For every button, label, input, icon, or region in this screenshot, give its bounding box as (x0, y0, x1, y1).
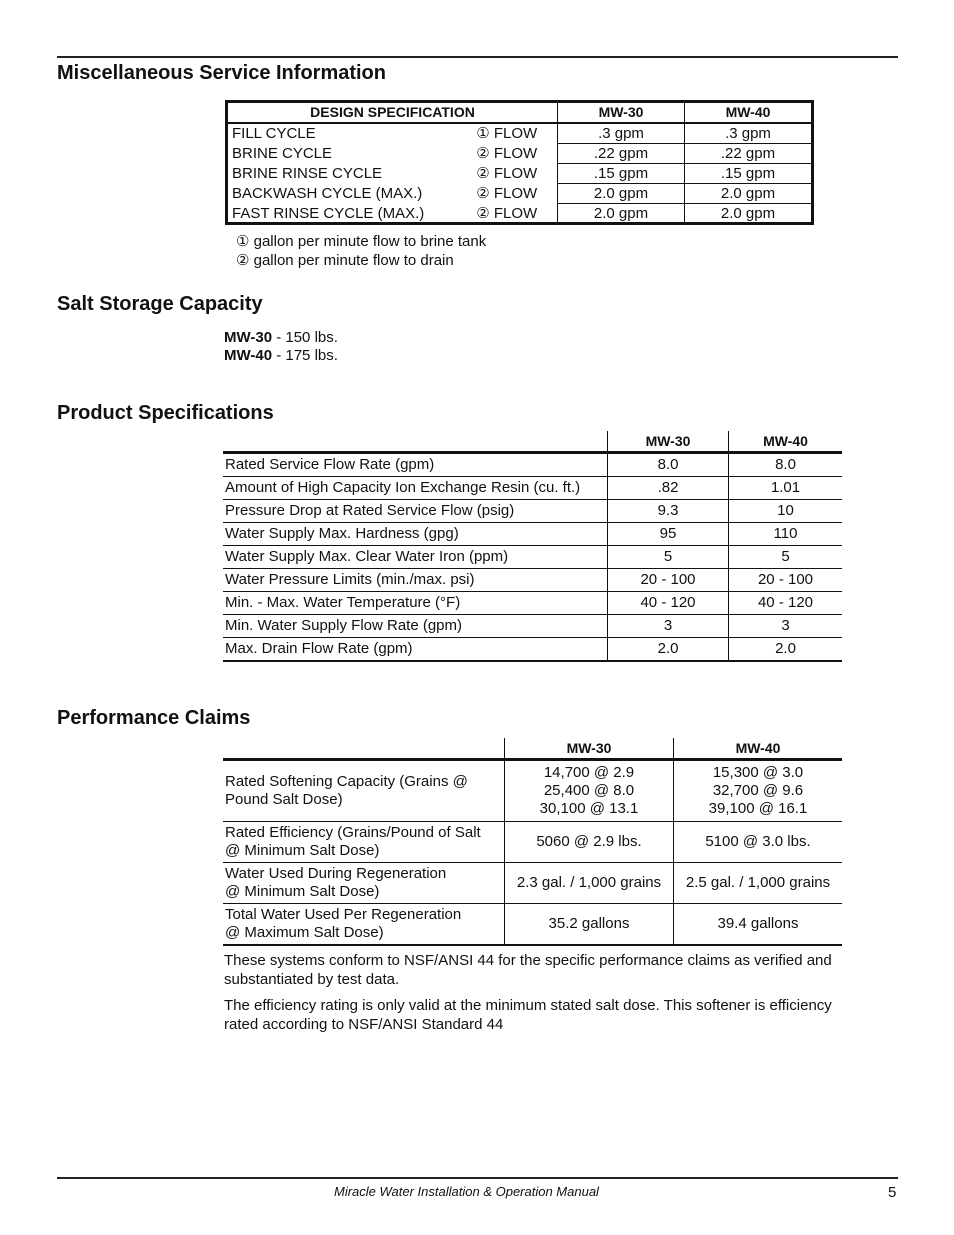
efficiency-paragraph: The efficiency rating is only valid at the minimum stated salt dose. This softener is efficiency rated according to NSF/ANSI Standard 44 (224, 997, 832, 1033)
perf-line: @ Minimum Salt Dose) (225, 883, 380, 900)
product-cell-mw40: 40 - 120 (729, 592, 843, 615)
perf-cell-mw30 (505, 822, 674, 863)
perf-line: Total Water Used Per Regeneration (225, 906, 462, 923)
product-cell-mw30: 8.0 (608, 453, 729, 477)
bottom-rule (57, 1177, 898, 1179)
salt-line-mw30 (224, 328, 338, 347)
salt-value: - 175 lbs. (272, 347, 338, 364)
design-cell-label: BRINE CYCLE (232, 145, 333, 162)
perf-line: Water Used During Regeneration (225, 865, 447, 882)
perf-line: 39.4 gallons (717, 915, 799, 932)
design-cell-flow: ② FLOW (472, 144, 557, 164)
product-header-mw30: MW-30 (608, 431, 729, 453)
perf-line: 5100 @ 3.0 lbs. (705, 833, 811, 850)
perf-cell-mw30 (505, 863, 674, 904)
design-cell-flow: ② FLOW (472, 164, 557, 184)
product-row (223, 546, 842, 569)
perf-line: 25,400 @ 8.0 (543, 782, 635, 799)
perf-cell-mw40 (674, 904, 843, 946)
product-cell-label: Min. - Max. Water Temperature (°F) (223, 592, 608, 615)
perf-row (223, 904, 842, 946)
perf-row (223, 863, 842, 904)
salt-value: - 150 lbs. (272, 329, 338, 346)
product-row (223, 453, 842, 477)
perf-line: 5060 @ 2.9 lbs. (536, 833, 642, 850)
product-row (223, 615, 842, 638)
perf-cell-mw30 (505, 760, 674, 822)
perf-line: Rated Efficiency (Grains/Pound of Salt (225, 824, 481, 841)
conformance-paragraph: These systems conform to NSF/ANSI 44 for the specific performance claims as verified and substantiated by test data. (224, 952, 832, 988)
design-cell-mw30: .22 gpm (558, 144, 685, 164)
perf-header-mw30: MW-30 (505, 738, 674, 760)
performance-heading: Performance Claims (57, 707, 251, 729)
salt-heading: Salt Storage Capacity (57, 293, 263, 315)
design-header-mw40: MW-40 (685, 103, 812, 123)
product-cell-mw40: 8.0 (729, 453, 843, 477)
perf-line: 14,700 @ 2.9 (543, 764, 635, 781)
perf-line: 32,700 @ 9.6 (712, 782, 804, 799)
perf-line: 30,100 @ 13.1 (539, 800, 639, 817)
design-row (228, 204, 811, 224)
perf-line: Pound Salt Dose) (225, 791, 343, 808)
design-cell-mw30: 2.0 gpm (558, 204, 685, 224)
design-row (228, 184, 811, 204)
design-cell-mw40: .22 gpm (685, 144, 812, 164)
product-cell-mw30: 3 (608, 615, 729, 638)
product-cell-label: Water Supply Max. Hardness (gpg) (223, 523, 608, 546)
product-cell-label: Rated Service Flow Rate (gpm) (223, 453, 608, 477)
design-cell-flow: ① FLOW (472, 123, 557, 144)
product-cell-mw40: 3 (729, 615, 843, 638)
product-cell-mw30: 40 - 120 (608, 592, 729, 615)
design-cell-label: FILL CYCLE (232, 125, 316, 143)
product-cell-mw30: 2.0 (608, 638, 729, 662)
product-cell-label: Max. Drain Flow Rate (gpm) (223, 638, 608, 662)
perf-cell-label (223, 822, 505, 863)
product-cell-mw30: 5 (608, 546, 729, 569)
design-cell-mw40: 2.0 gpm (685, 184, 812, 204)
design-header-spec: DESIGN SPECIFICATION (228, 103, 558, 123)
design-spec-table (225, 100, 814, 225)
perf-cell-label (223, 863, 505, 904)
product-cell-mw40: 20 - 100 (729, 569, 843, 592)
design-cell-label: BRINE RINSE CYCLE (232, 165, 383, 182)
perf-cell-label (223, 760, 505, 822)
product-cell-label: Min. Water Supply Flow Rate (gpm) (223, 615, 608, 638)
salt-model: MW-40 (224, 347, 273, 364)
product-row (223, 638, 842, 662)
perf-header-mw40: MW-40 (674, 738, 843, 760)
product-cell-mw40: 5 (729, 546, 843, 569)
design-cell-mw40: .3 gpm (685, 123, 812, 144)
perf-line: 39,100 @ 16.1 (708, 800, 808, 817)
product-cell-mw30: 9.3 (608, 500, 729, 523)
page-number: 5 (888, 1184, 897, 1201)
product-row (223, 523, 842, 546)
perf-line: @ Maximum Salt Dose) (225, 924, 384, 941)
design-cell-mw40: .15 gpm (685, 164, 812, 184)
product-cell-mw30: 95 (608, 523, 729, 546)
design-row (228, 144, 811, 164)
perf-cell-mw40 (674, 863, 843, 904)
design-cell-label: FAST RINSE CYCLE (MAX.) (232, 205, 425, 222)
design-row (228, 123, 811, 144)
design-cell-mw40: 2.0 gpm (685, 204, 812, 224)
perf-cell-mw30 (505, 904, 674, 946)
product-heading: Product Specifications (57, 402, 274, 424)
design-cell-mw30: 2.0 gpm (558, 184, 685, 204)
product-header-mw40: MW-40 (729, 431, 843, 453)
salt-model: MW-30 (224, 329, 273, 346)
product-cell-mw40: 10 (729, 500, 843, 523)
product-row (223, 592, 842, 615)
design-cell-flow: ② FLOW (472, 184, 557, 204)
design-cell-mw30: .3 gpm (558, 123, 685, 144)
perf-row (223, 760, 842, 822)
top-rule (57, 56, 898, 58)
product-cell-mw40: 1.01 (729, 477, 843, 500)
design-cell-flow: ② FLOW (472, 204, 557, 224)
product-cell-label: Amount of High Capacity Ion Exchange Resin (cu. ft.) (223, 477, 608, 500)
product-cell-mw40: 2.0 (729, 638, 843, 662)
product-header-blank (223, 431, 608, 453)
footer-title: Miracle Water Installation & Operation Manual (334, 1184, 599, 1199)
design-row (228, 164, 811, 184)
perf-cell-mw40 (674, 822, 843, 863)
perf-cell-mw40 (674, 760, 843, 822)
perf-row (223, 822, 842, 863)
design-cell-label: BACKWASH CYCLE (MAX.) (232, 185, 423, 202)
product-spec-table (223, 431, 842, 662)
perf-line: 2.3 gal. / 1,000 grains (516, 874, 662, 891)
product-cell-mw30: .82 (608, 477, 729, 500)
perf-line: 35.2 gallons (548, 915, 630, 932)
product-cell-label: Pressure Drop at Rated Service Flow (psig) (223, 500, 608, 523)
footnote-2: ② gallon per minute flow to drain (236, 252, 454, 269)
product-row (223, 477, 842, 500)
footnote-1: ① gallon per minute flow to brine tank (236, 233, 487, 250)
product-cell-mw30: 20 - 100 (608, 569, 729, 592)
perf-line: @ Minimum Salt Dose) (225, 842, 380, 859)
product-row (223, 569, 842, 592)
perf-cell-label (223, 904, 505, 946)
product-cell-label: Water Supply Max. Clear Water Iron (ppm) (223, 546, 608, 569)
design-cell-mw30: .15 gpm (558, 164, 685, 184)
product-cell-mw40: 110 (729, 523, 843, 546)
perf-line: 15,300 @ 3.0 (712, 764, 804, 781)
misc-heading: Miscellaneous Service Information (57, 62, 386, 84)
performance-table (223, 738, 842, 946)
product-row (223, 500, 842, 523)
perf-line: Rated Softening Capacity (Grains @ (225, 773, 468, 790)
perf-header-blank (223, 738, 505, 760)
perf-line: 2.5 gal. / 1,000 grains (685, 874, 831, 891)
design-header-mw30: MW-30 (558, 103, 685, 123)
salt-line-mw40 (224, 346, 338, 365)
product-cell-label: Water Pressure Limits (min./max. psi) (223, 569, 608, 592)
